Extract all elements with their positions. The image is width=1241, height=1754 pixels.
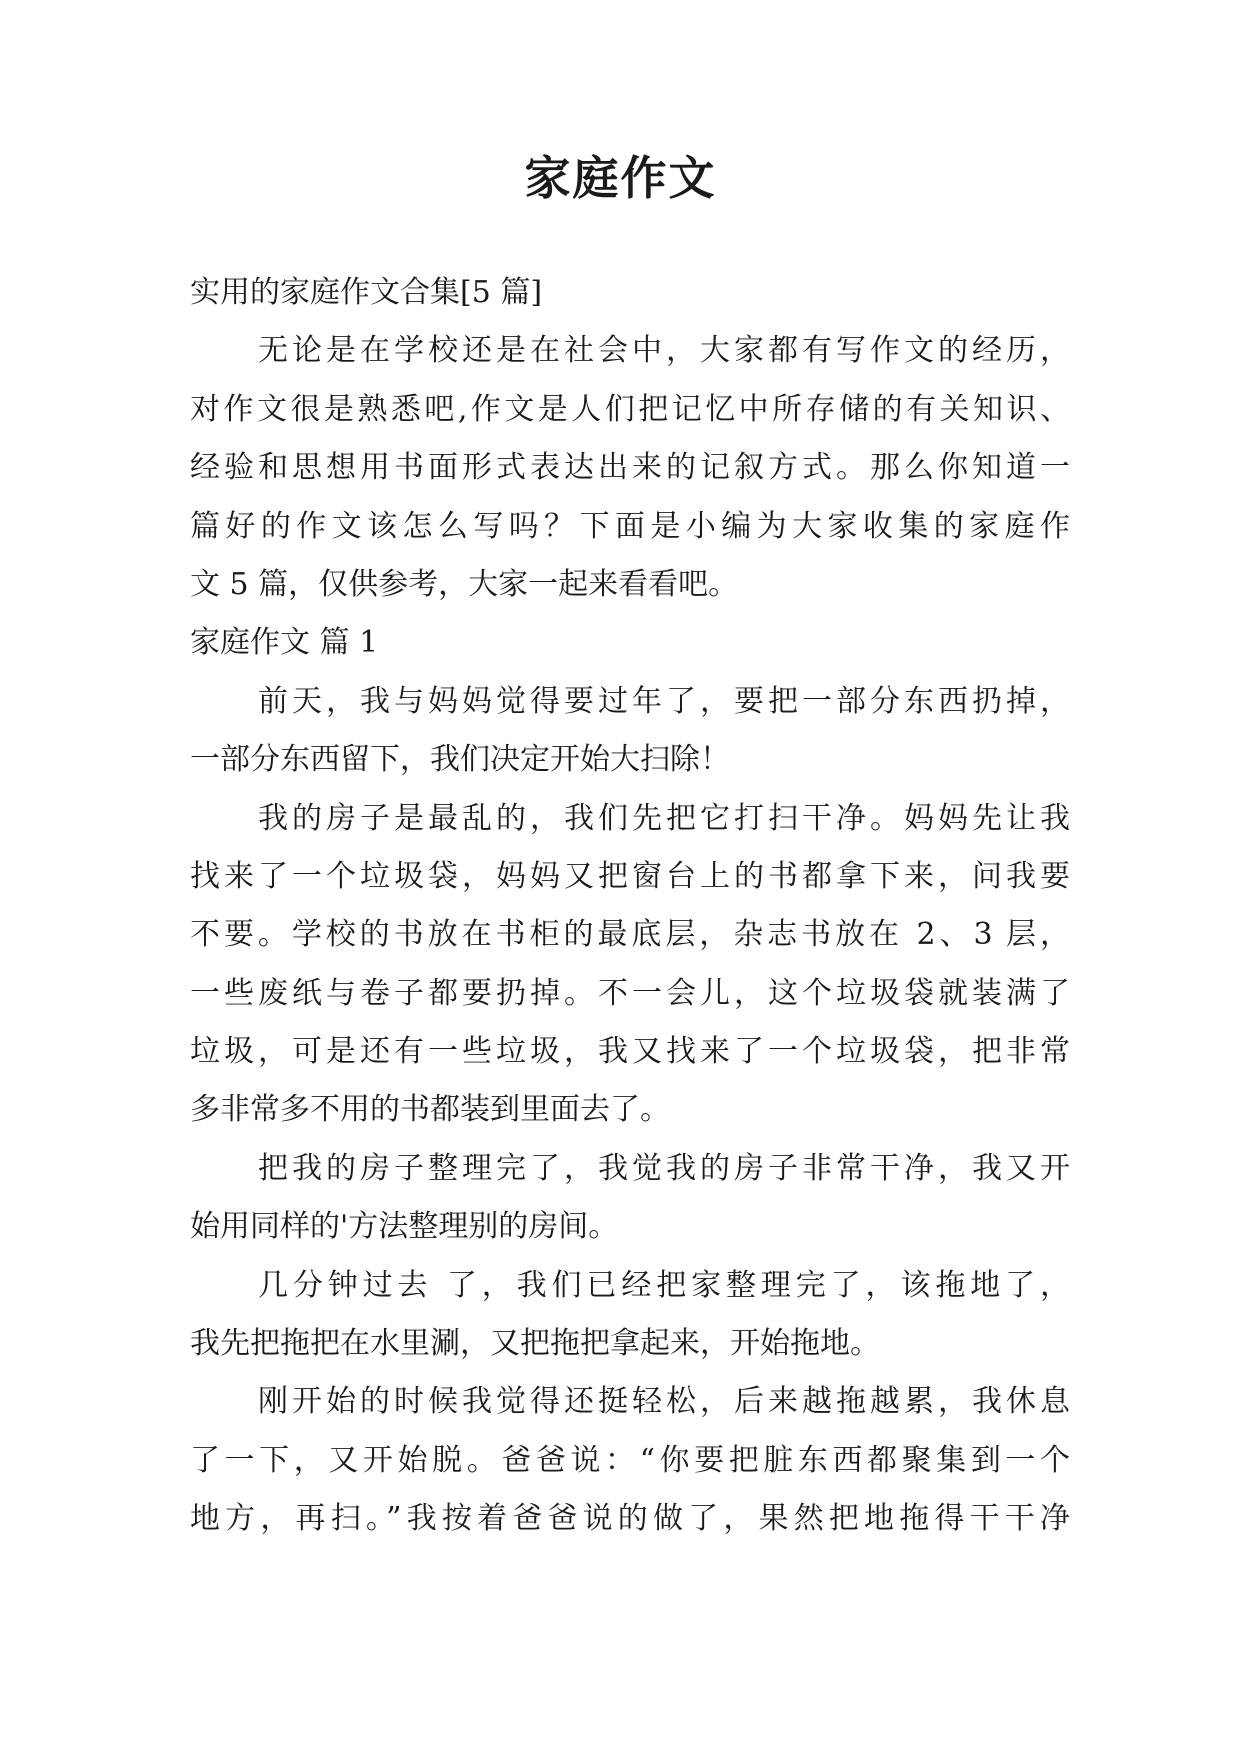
text-line: 一部分东西留下，我们决定开始大扫除！ bbox=[190, 742, 730, 778]
document-body bbox=[190, 264, 1070, 1549]
text-line: 刚开始的时候我觉得还挺轻松，后来越拖越累，我休息 bbox=[258, 1384, 1070, 1420]
text-line: 无论是在学校还是在社会中，大家都有写作文的经历， bbox=[258, 333, 1070, 369]
text-line: 找来了一个垃圾袋，妈妈又把窗台上的书都拿下来，问我要 bbox=[190, 858, 1070, 894]
subtitle-line: 实用的家庭作文合集[5 篇] bbox=[190, 275, 543, 310]
text-line: 前天，我与妈妈觉得要过年了，要把一部分东西扔掉， bbox=[258, 683, 1070, 719]
text-line: 文 5 篇，仅供参考，大家一起来看看吧。 bbox=[190, 566, 739, 602]
text-line: 我先把拖把在水里涮，又把拖把拿起来，开始拖地。 bbox=[190, 1326, 880, 1362]
section-heading: 家庭作文 篇 1 bbox=[190, 625, 379, 661]
text-line: 多非常多不用的书都装到里面去了。 bbox=[190, 1092, 670, 1128]
page-title: 家庭作文 bbox=[524, 151, 717, 205]
text-line: 垃圾，可是还有一些垃圾，我又找来了一个垃圾袋，把非常 bbox=[190, 1034, 1070, 1070]
text-line: 经验和思想用书面形式表达出来的记叙方式。那么你知道一 bbox=[190, 450, 1070, 486]
text-line: 了一下，又开始脱。爸爸说：“你要把脏东西都聚集到一个 bbox=[190, 1442, 1070, 1478]
text-line: 地方，再扫。”我按着爸爸说的做了，果然把地拖得干干净 bbox=[190, 1501, 1070, 1537]
text-line: 一些废纸与卷子都要扔掉。不一会儿，这个垃圾袋就装满了 bbox=[190, 975, 1070, 1011]
text-line: 篇好的作文该怎么写吗？下面是小编为大家收集的家庭作 bbox=[190, 508, 1070, 544]
text-line: 始用同样的'方法整理别的房间。 bbox=[190, 1209, 619, 1245]
text-line: 几分钟过去 了，我们已经把家整理完了，该拖地了， bbox=[258, 1267, 1070, 1303]
text-line: 我的房子是最乱的，我们先把它打扫干净。妈妈先让我 bbox=[258, 800, 1070, 836]
text-line: 把我的房子整理完了，我觉我的房子非常干净，我又开 bbox=[258, 1150, 1070, 1186]
text-line: 对作文很是熟悉吧,作文是人们把记忆中所存储的有关知识、 bbox=[190, 391, 1070, 427]
text-line: 不要。学校的书放在书柜的最底层，杂志书放在 2、3 层， bbox=[190, 917, 1070, 953]
